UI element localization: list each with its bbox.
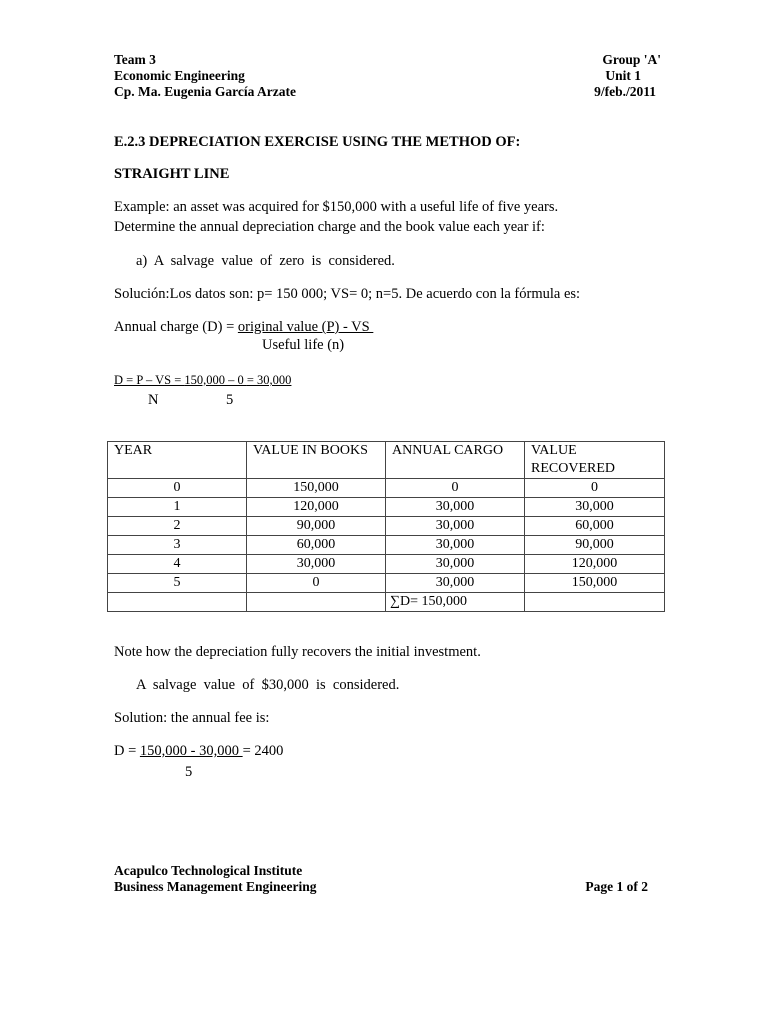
cell-sum: ∑D= 150,000 bbox=[386, 593, 525, 612]
table-header-row bbox=[108, 442, 665, 479]
cell-recovered: 150,000 bbox=[525, 574, 665, 593]
formula-numerator: original value (P) - VS bbox=[237, 319, 374, 335]
header-group: Group 'A' bbox=[602, 52, 661, 67]
col-annual-cargo: ANNUAL CARGO bbox=[386, 442, 525, 479]
case-a: a) A salvage value of zero is considered. bbox=[136, 253, 395, 269]
calc-1-result: = 30,000 bbox=[246, 373, 292, 387]
case-b: A salvage value of $30,000 is considered. bbox=[136, 677, 400, 693]
header-date: 9/feb./2011 bbox=[594, 84, 656, 99]
cell-year: 4 bbox=[108, 555, 247, 574]
note: Note how the depreciation fully recovers the initial investment. bbox=[114, 644, 481, 660]
calc-1-den-n: N bbox=[148, 392, 159, 408]
calc-2-numerator: 150,000 - 30,000 bbox=[139, 743, 243, 759]
cell-empty bbox=[525, 593, 665, 612]
table-row bbox=[108, 498, 665, 517]
col-value-in-books: VALUE IN BOOKS bbox=[247, 442, 386, 479]
calc-2 bbox=[114, 742, 283, 760]
col-value-recovered: VALUE RECOVERED bbox=[525, 442, 665, 479]
table-row bbox=[108, 517, 665, 536]
table-row bbox=[108, 574, 665, 593]
cell-year: 5 bbox=[108, 574, 247, 593]
cell-book-value: 0 bbox=[247, 574, 386, 593]
example-line-1: Example: an asset was acquired for $150,000 with a useful life of five years. bbox=[114, 199, 559, 215]
header-team: Team 3 bbox=[114, 52, 156, 67]
calc-2-denominator: 5 bbox=[185, 764, 193, 780]
formula-denominator: Useful life (n) bbox=[262, 337, 345, 353]
cell-book-value: 30,000 bbox=[247, 555, 386, 574]
method-subtitle: STRAIGHT LINE bbox=[114, 166, 230, 182]
cell-year: 0 bbox=[108, 479, 247, 498]
header-course: Economic Engineering bbox=[114, 68, 245, 83]
cell-annual-charge: 30,000 bbox=[386, 536, 525, 555]
table-row bbox=[108, 536, 665, 555]
solution-b: Solution: the annual fee is: bbox=[114, 710, 270, 726]
cell-year: 2 bbox=[108, 517, 247, 536]
footer-program: Business Management Engineering bbox=[114, 879, 317, 894]
header-teacher: Cp. Ma. Eugenia García Arzate bbox=[114, 84, 296, 99]
cell-book-value: 60,000 bbox=[247, 536, 386, 555]
header-unit: Unit 1 bbox=[605, 68, 641, 83]
col-year: YEAR bbox=[108, 442, 247, 479]
cell-year: 1 bbox=[108, 498, 247, 517]
page-number: Page 1 of 2 bbox=[585, 879, 648, 894]
calc-1-numerator: 150,000 – 0 bbox=[184, 373, 247, 387]
calc-1-den-5: 5 bbox=[226, 392, 234, 408]
solution-a: Solución:Los datos son: p= 150 000; VS= 0; n=5. De acuerdo con la fórmula es: bbox=[114, 286, 581, 302]
cell-empty bbox=[108, 593, 247, 612]
cell-book-value: 150,000 bbox=[247, 479, 386, 498]
table-sum-row bbox=[108, 593, 665, 612]
cell-recovered: 120,000 bbox=[525, 555, 665, 574]
cell-annual-charge: 30,000 bbox=[386, 517, 525, 536]
table-row bbox=[108, 555, 665, 574]
cell-annual-charge: 30,000 bbox=[386, 498, 525, 517]
cell-annual-charge: 30,000 bbox=[386, 555, 525, 574]
cell-recovered: 90,000 bbox=[525, 536, 665, 555]
footer-institute: Acapulco Technological Institute bbox=[114, 863, 303, 878]
cell-recovered: 60,000 bbox=[525, 517, 665, 536]
cell-book-value: 90,000 bbox=[247, 517, 386, 536]
cell-book-value: 120,000 bbox=[247, 498, 386, 517]
example-line-2: Determine the annual depreciation charge and the book value each year if: bbox=[114, 219, 545, 235]
cell-annual-charge: 30,000 bbox=[386, 574, 525, 593]
cell-recovered: 30,000 bbox=[525, 498, 665, 517]
cell-year: 3 bbox=[108, 536, 247, 555]
table-row bbox=[108, 479, 665, 498]
calc-2-lhs: D = bbox=[114, 743, 140, 759]
calc-1 bbox=[114, 373, 291, 388]
cell-recovered: 0 bbox=[525, 479, 665, 498]
calc-2-result: = 2400 bbox=[242, 743, 284, 759]
page-title: E.2.3 DEPRECIATION EXERCISE USING THE METHOD OF: bbox=[114, 134, 521, 150]
depreciation-table bbox=[107, 441, 665, 612]
formula bbox=[114, 318, 373, 336]
cell-empty bbox=[247, 593, 386, 612]
calc-1-lhs: D = P – VS = bbox=[114, 373, 185, 387]
cell-annual-charge: 0 bbox=[386, 479, 525, 498]
formula-lhs: Annual charge (D) = bbox=[114, 319, 238, 335]
